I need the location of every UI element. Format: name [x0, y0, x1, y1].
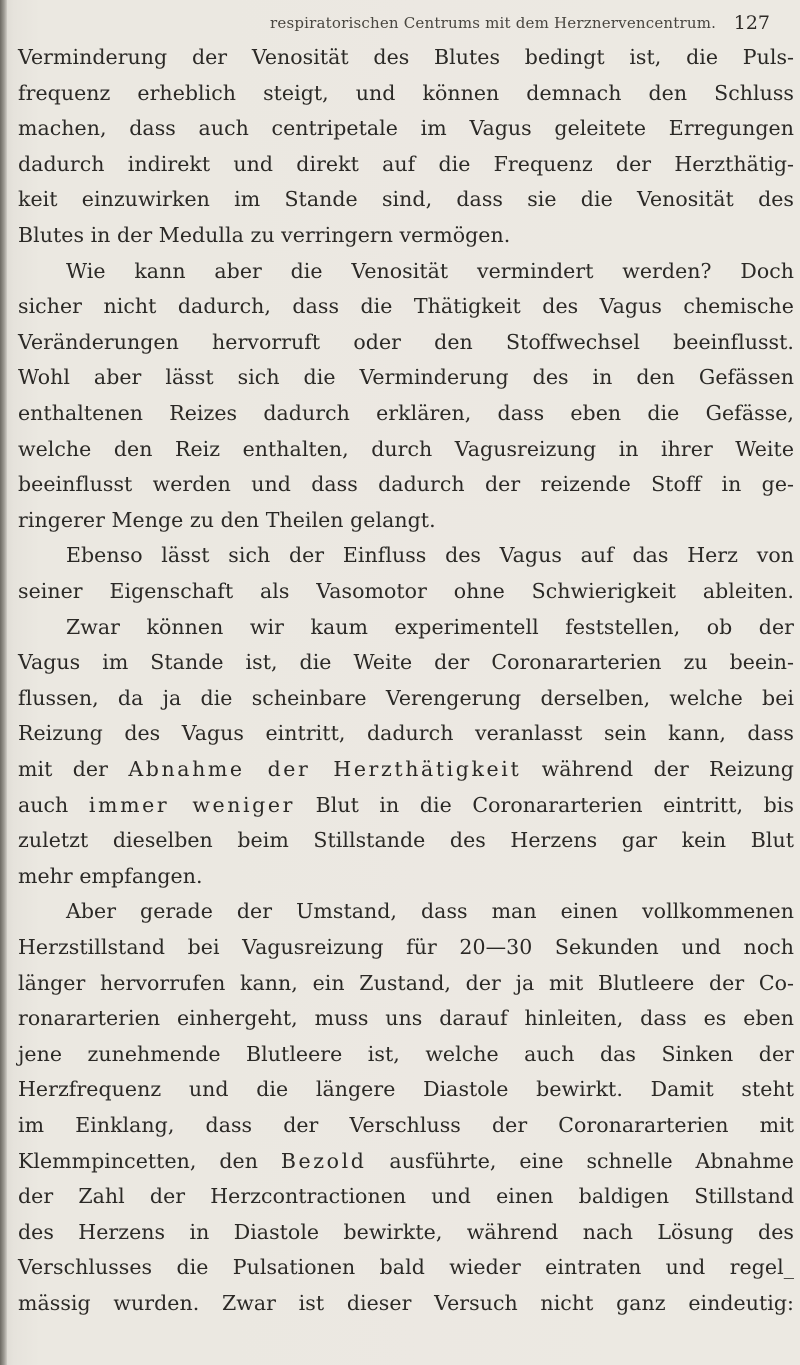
text-line: zuletzt dieselben beim Stillstande des Herzens gar kein Blut	[18, 828, 794, 853]
text-line: Aber gerade der Umstand, dass man einen vollkommenen	[66, 899, 794, 924]
text-line: Wie kann aber die Venosität vermindert werden? Doch	[66, 258, 794, 283]
page-number: 127	[733, 12, 770, 34]
text-line: Wohl aber lässt sich die Verminderung des in den Gefässen	[18, 365, 794, 390]
page-header	[270, 12, 770, 36]
text-line: Vagus im Stande ist, die Weite der Coronararterien zu beein-	[18, 650, 794, 675]
book-binding-edge	[0, 0, 7, 1365]
text-line: enthaltenen Reizes dadurch erklären, dass eben die Gefässe,	[18, 401, 794, 425]
text-line: Reizung des Vagus eintritt, dadurch veranlasst sein kann, dass	[18, 721, 794, 746]
text-line: Veränderungen hervorruft oder den Stoffwechsel beeinflusst.	[18, 329, 794, 354]
text-line: dadurch indirekt und direkt auf die Frequenz der Herzthätig-	[18, 151, 794, 176]
text-line: beeinflusst werden und dass dadurch der reizende Stoff in ge-	[18, 472, 794, 497]
text-line: Herzstillstand bei Vagusreizung für 20—30 Sekunden und noch	[18, 935, 794, 959]
text-line: sicher nicht dadurch, dass die Thätigkeit des Vagus chemische	[18, 294, 794, 319]
text-line: Herzfrequenz und die längere Diastole bewirkt. Damit steht	[18, 1077, 794, 1102]
text-line: ronararterien einhergeht, muss uns darauf hinleiten, dass es eben	[18, 1006, 794, 1031]
text-segment: ausführte, eine schnelle Abnahme	[366, 1148, 794, 1173]
text-line: Blutes in der Medulla zu verringern vermögen.	[18, 223, 511, 247]
text-segment: auch	[18, 792, 89, 817]
text-line: Verminderung der Venosität des Blutes bedingt ist, die Puls-	[18, 45, 794, 69]
text-segment: Klemmpincetten, den	[18, 1148, 281, 1173]
emphasized-text: Bezold	[280, 1148, 367, 1173]
text-line: Verschlusses die Pulsationen bald wieder eintraten und regel_	[18, 1255, 794, 1280]
text-segment: Blut in die Coronararterien eintritt, bis	[295, 792, 794, 817]
text-line: des Herzens in Diastole bewirkte, während nach Lösung des	[18, 1219, 794, 1244]
text-line: der Zahl der Herzcontractionen und einen baldigen Stillstand	[18, 1184, 794, 1209]
text-line: mässig wurden. Zwar ist dieser Versuch nicht ganz eindeutig:	[18, 1291, 794, 1315]
text-line: welche den Reiz enthalten, durch Vagusreizung in ihrer Weite	[18, 436, 794, 461]
emphasized-text: immer weniger	[88, 792, 296, 817]
text-line	[18, 1146, 794, 1176]
text-line: ringerer Menge zu den Theilen gelangt.	[18, 507, 436, 532]
text-line: machen, dass auch centripetale im Vagus geleitete Erregungen	[18, 116, 794, 141]
text-line: keit einzuwirken im Stande sind, dass sie die Venosität des	[18, 187, 794, 212]
text-line: Zwar können wir kaum experimentell feststellen, ob der	[66, 614, 794, 639]
running-head: respiratorischen Centrums mit dem Herznervencentrum.	[270, 14, 717, 32]
text-line: flussen, da ja die scheinbare Verengerung derselben, welche bei	[18, 685, 794, 710]
text-line: mehr empfangen.	[18, 863, 203, 888]
text-line: frequenz erheblich steigt, und können demnach den Schluss	[18, 80, 794, 105]
text-line	[18, 754, 794, 784]
emphasized-text: Abnahme der Herzthätigkeit	[128, 757, 522, 781]
text-line	[18, 790, 794, 820]
text-segment: mit der	[18, 757, 129, 781]
text-line: Ebenso lässt sich der Einfluss des Vagus auf das Herz von	[66, 543, 794, 568]
text-line: seiner Eigenschaft als Vasomotor ohne Schwierigkeit ableiten.	[18, 579, 794, 603]
text-line: jene zunehmende Blutleere ist, welche auch das Sinken der	[18, 1041, 794, 1066]
text-line: länger hervorrufen kann, ein Zustand, der ja mit Blutleere der Co-	[18, 970, 794, 995]
text-segment: während der Reizung	[521, 757, 794, 781]
text-line: im Einklang, dass der Verschluss der Coronararterien mit	[18, 1113, 794, 1137]
